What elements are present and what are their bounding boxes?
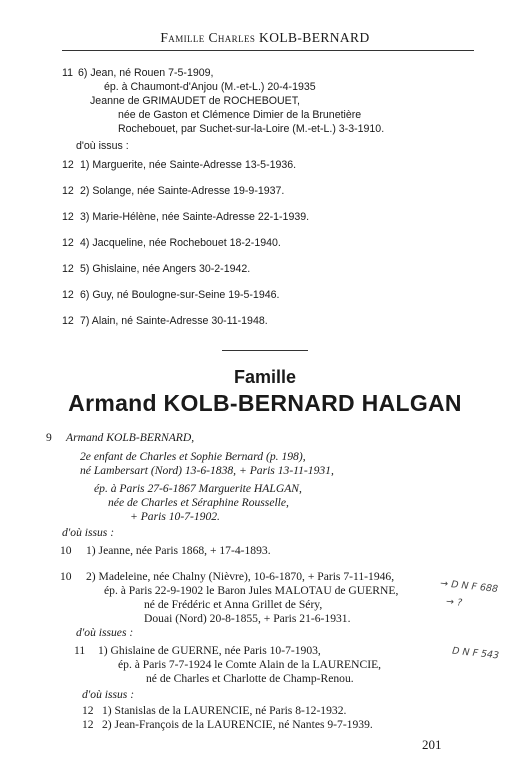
great-grandchild-entry: 2) Jean-François de la LAURENCIE, né Nantes 9-7-1939. (102, 718, 373, 731)
page-number: 201 (422, 737, 442, 752)
handwritten-note: → ? (445, 596, 463, 609)
head-number: 9 (46, 431, 52, 444)
child-entry: 5) Ghislaine, née Angers 30-2-1942. (80, 263, 251, 275)
child-entry: 1) Marguerite, née Sainte-Adresse 13-5-1936. (80, 159, 297, 171)
spouse-parents-line: née de Gaston et Clémence Dimier de la Brunetière (118, 109, 362, 121)
child-entry: 7) Alain, né Sainte-Adresse 30-11-1948. (80, 315, 268, 327)
child-number: 12 (62, 185, 74, 197)
issus-label: d'où issus : (82, 688, 135, 701)
handwritten-note: D N F 543 (451, 645, 500, 662)
grandchild-number: 11 (74, 644, 86, 657)
header-rule (62, 50, 474, 51)
handwritten-note: → D N F 688 (439, 577, 499, 596)
head-line: née de Charles et Séraphine Rousselle, (108, 496, 289, 509)
head-line: 2e enfant de Charles et Sophie Bernard (p. 198), (80, 450, 306, 463)
child-entry: 2) Solange, née Sainte-Adresse 19-9-1937. (80, 185, 285, 197)
child-number: 12 (62, 211, 74, 223)
entry-number: 11 (62, 67, 73, 79)
child-number: 12 (62, 315, 74, 327)
entry-jean: 6) Jean, né Rouen 7-5-1909, (78, 67, 214, 79)
running-header: Famille Charles KOLB-BERNARD (160, 30, 370, 45)
head-line: ép. à Paris 27-6-1867 Marguerite HALGAN, (94, 482, 302, 495)
child-entry-line: né de Frédéric et Anna Grillet de Séry, (144, 598, 323, 611)
child-entry: 1) Jeanne, née Paris 1868, + 17-4-1893. (86, 544, 271, 557)
head-name: Armand KOLB-BERNARD, (66, 431, 195, 444)
child-number: 10 (60, 570, 72, 583)
family-heading-label: Famille (233, 367, 297, 387)
child-number: 12 (62, 289, 74, 301)
family-heading-name: Armand KOLB-BERNARD HALGAN (68, 390, 462, 416)
child-number: 12 (62, 237, 74, 249)
section-divider (222, 350, 308, 351)
child-entry: 3) Marie-Hélène, née Sainte-Adresse 22-1-1939. (80, 211, 310, 223)
great-grandchild-number: 12 (82, 704, 94, 717)
spouse-line: Jeanne de GRIMAUDET de ROCHEBOUET, (90, 95, 300, 107)
child-entry-line: Douai (Nord) 20-8-1855, + Paris 21-6-1931. (144, 612, 351, 625)
issus-label: d'où issus : (76, 140, 129, 152)
spouse-death-line: Rochebouet, par Suchet-sur-la-Loire (M.-et-L.) 3-3-1910. (118, 123, 385, 135)
issus-label: d'où issus : (62, 526, 115, 539)
child-number: 12 (62, 159, 74, 171)
child-entry: 2) Madeleine, née Chalny (Nièvre), 10-6-1870, + Paris 7-11-1946, (86, 570, 395, 583)
issues-label: d'où issues : (76, 626, 134, 639)
marriage-line: ép. à Chaumont-d'Anjou (M.-et-L.) 20-4-1935 (104, 81, 316, 93)
grandchild-line: né de Charles et Charlotte de Champ-Renou. (146, 672, 354, 685)
grandchild-entry: 1) Ghislaine de GUERNE, née Paris 10-7-1903, (98, 644, 321, 657)
head-line: + Paris 10-7-1902. (130, 510, 220, 523)
grandchild-line: ép. à Paris 7-7-1924 le Comte Alain de la LAURENCIE, (118, 658, 382, 671)
child-entry-line: ép. à Paris 22-9-1902 le Baron Jules MALOTAU de GUERNE, (104, 584, 399, 597)
great-grandchild-entry: 1) Stanislas de la LAURENCIE, né Paris 8-12-1932. (102, 704, 347, 717)
child-entry: 6) Guy, né Boulogne-sur-Seine 19-5-1946. (80, 289, 280, 301)
child-number: 10 (60, 544, 72, 557)
child-number: 12 (62, 263, 74, 275)
great-grandchild-number: 12 (82, 718, 94, 731)
head-line: né Lambersart (Nord) 13-6-1838, + Paris 13-11-1931, (80, 464, 334, 477)
child-entry: 4) Jacqueline, née Rochebouet 18-2-1940. (80, 237, 281, 249)
